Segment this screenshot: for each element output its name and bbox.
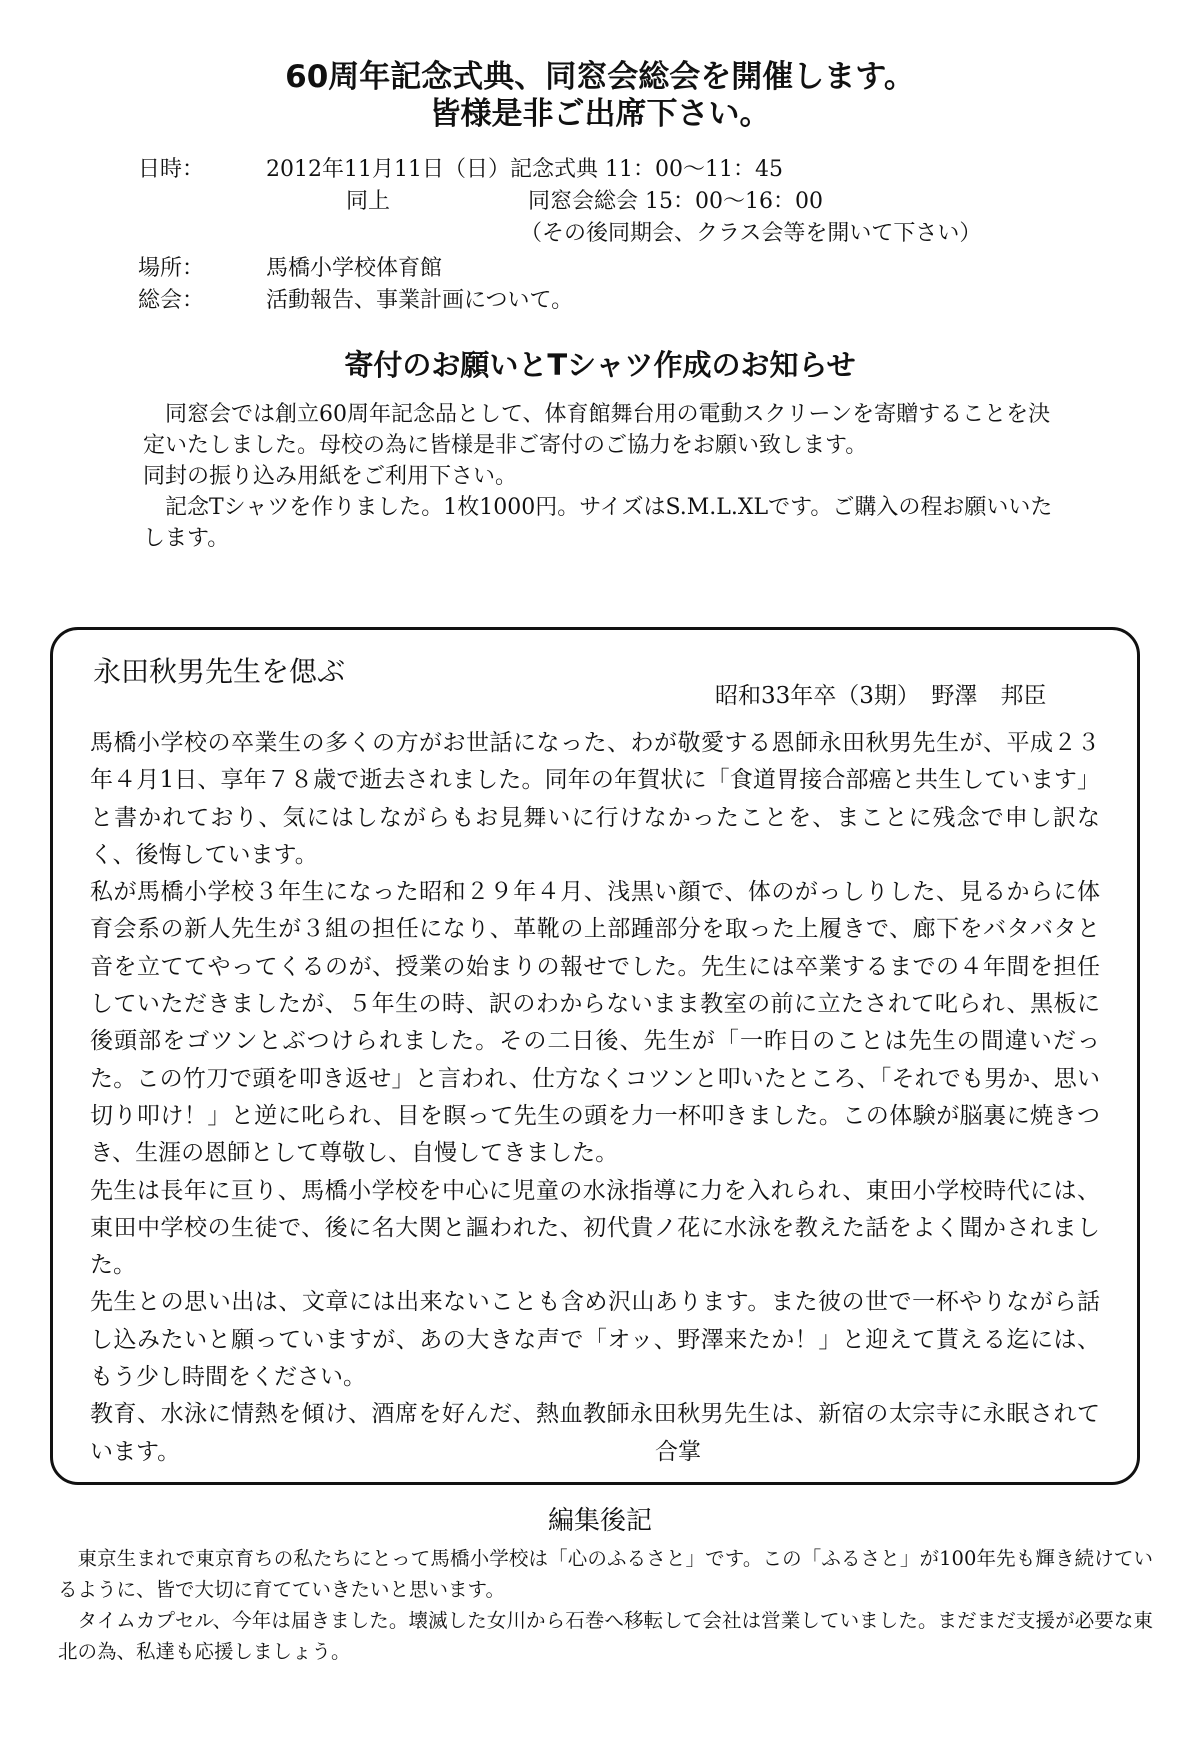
memorial-para2: 私が馬橋小学校３年生になった昭和２９年４月、浅黒い顔で、体のがっしりした、見るからに体育会系の新人先生が３組の担任になり、革靴の上部踵部分を取った上履きで、廊下をバタバタと音を立ててやってくるのが、授業の始まりの報せでした。先生には卒業するまでの４年間を担任していただきましたが、５年生の時、訳のわからないまま教室の前に立たされて叱られ、黒板に後頭部をゴツンとぶつけられました。その二日後、先生が「一昨日のことは先生の間違いだった。この竹刀で頭を叩き返せ」と言われ、仕方なくコツンと叩いたところ、「それでも男か、思い切り叩け！」と逆に叱られ、目を瞑って先生の頭を力一杯叩きました。この体験が脳裏に焼きつき、生涯の恩師として尊敬し、自慢してきました。 — [90, 879, 1100, 1167]
donation-title: 寄付のお願いとTシャツ作成のお知らせ — [344, 348, 856, 382]
datetime-value: 2012年11月11日（日）記念式典 11：00～11：45 — [266, 157, 783, 182]
announcement-title-line2: 皆様是非ご出席下さい。 — [429, 96, 771, 132]
memorial-body — [90, 725, 1100, 1471]
donation-body — [143, 399, 1063, 554]
memorial-closing: 合掌 — [655, 1438, 701, 1465]
place-label: 場所： — [138, 256, 205, 281]
memorial-author: 昭和33年卒（3期） 野澤 邦臣 — [715, 683, 1047, 709]
place-value: 馬橋小学校体育館 — [266, 256, 443, 281]
memorial-para4: 先生との思い出は、文章には出来ないことも含め沢山あります。また彼の世で一杯やりながら話し込みたいと願っていますが、あの大きな声で「オッ、野澤来たか！」と迎えて貰える迄には、もう少し時間をください。 — [90, 1289, 1100, 1391]
donation-para2: 同封の振り込み用紙をご利用下さい。 — [143, 464, 518, 489]
editor-note-body — [58, 1543, 1153, 1667]
datetime-same: 同上 — [346, 189, 391, 214]
datetime-label: 日時： — [138, 157, 205, 182]
editor-note-title: 編集後記 — [547, 1506, 652, 1536]
memorial-title: 永田秋男先生を偲ぶ — [93, 655, 346, 688]
memorial-para3: 先生は長年に亘り、馬橋小学校を中心に児童の水泳指導に力を入れられ、東田小学校時代には、東田中学校の生徒で、後に名大関と謳われた、初代貴ノ花に水泳を教えた話をよく聞かされました。 — [90, 1177, 1100, 1279]
memorial-para1: 馬橋小学校の卒業生の多くの方がお世話になった、わが敬愛する恩師永田秋男先生が、平成２３年４月1日、享年７８歳で逝去されました。同年の年賀状に「食道胃接合部癌と共生しています」と書かれており、気にはしながらもお見舞いに行けなかったことを、まことに残念で申し訳なく、後悔しています。 — [90, 730, 1101, 868]
editor-note-para2: タイムカプセル、今年は届きました。壊滅した女川から石巻へ移転して会社は営業していました。まだまだ支援が必要な東北の為、私達も応援しましょう。 — [58, 1609, 1153, 1663]
memorial-para5 — [90, 1396, 1100, 1471]
memorial-para5-text: 教育、水泳に情熱を傾け、酒席を好んだ、熱血教師永田秋男先生は、新宿の太宗寺に永眠されています。 — [90, 1401, 1100, 1465]
editor-note-para1: 東京生まれで東京育ちの私たちにとって馬橋小学校は「心のふるさと」です。この「ふるさと」が100年先も輝き続けているように、皆で大切に育てていきたいと思います。 — [58, 1547, 1153, 1601]
agenda-label: 総会： — [138, 288, 205, 313]
general-meeting-time: 同窓会総会 15：00～16：00 — [528, 189, 823, 214]
donation-para3: 記念Tシャツを作りました。1枚1000円。サイズはS.M.L.XLです。ご購入の程お願いいたします。 — [143, 495, 1053, 551]
announcement-title-line1: 60周年記念式典、同窓会総会を開催します。 — [285, 59, 915, 95]
agenda-value: 活動報告、事業計画について。 — [266, 288, 574, 313]
donation-para1: 同窓会では創立60周年記念品として、体育館舞台用の電動スクリーンを寄贈することを決定いたしました。母校の為に皆様是非ご寄付のご協力をお願い致します。 — [143, 402, 1051, 458]
afterwards-note: （その後同期会、クラス会等を開いて下さい） — [520, 221, 982, 246]
